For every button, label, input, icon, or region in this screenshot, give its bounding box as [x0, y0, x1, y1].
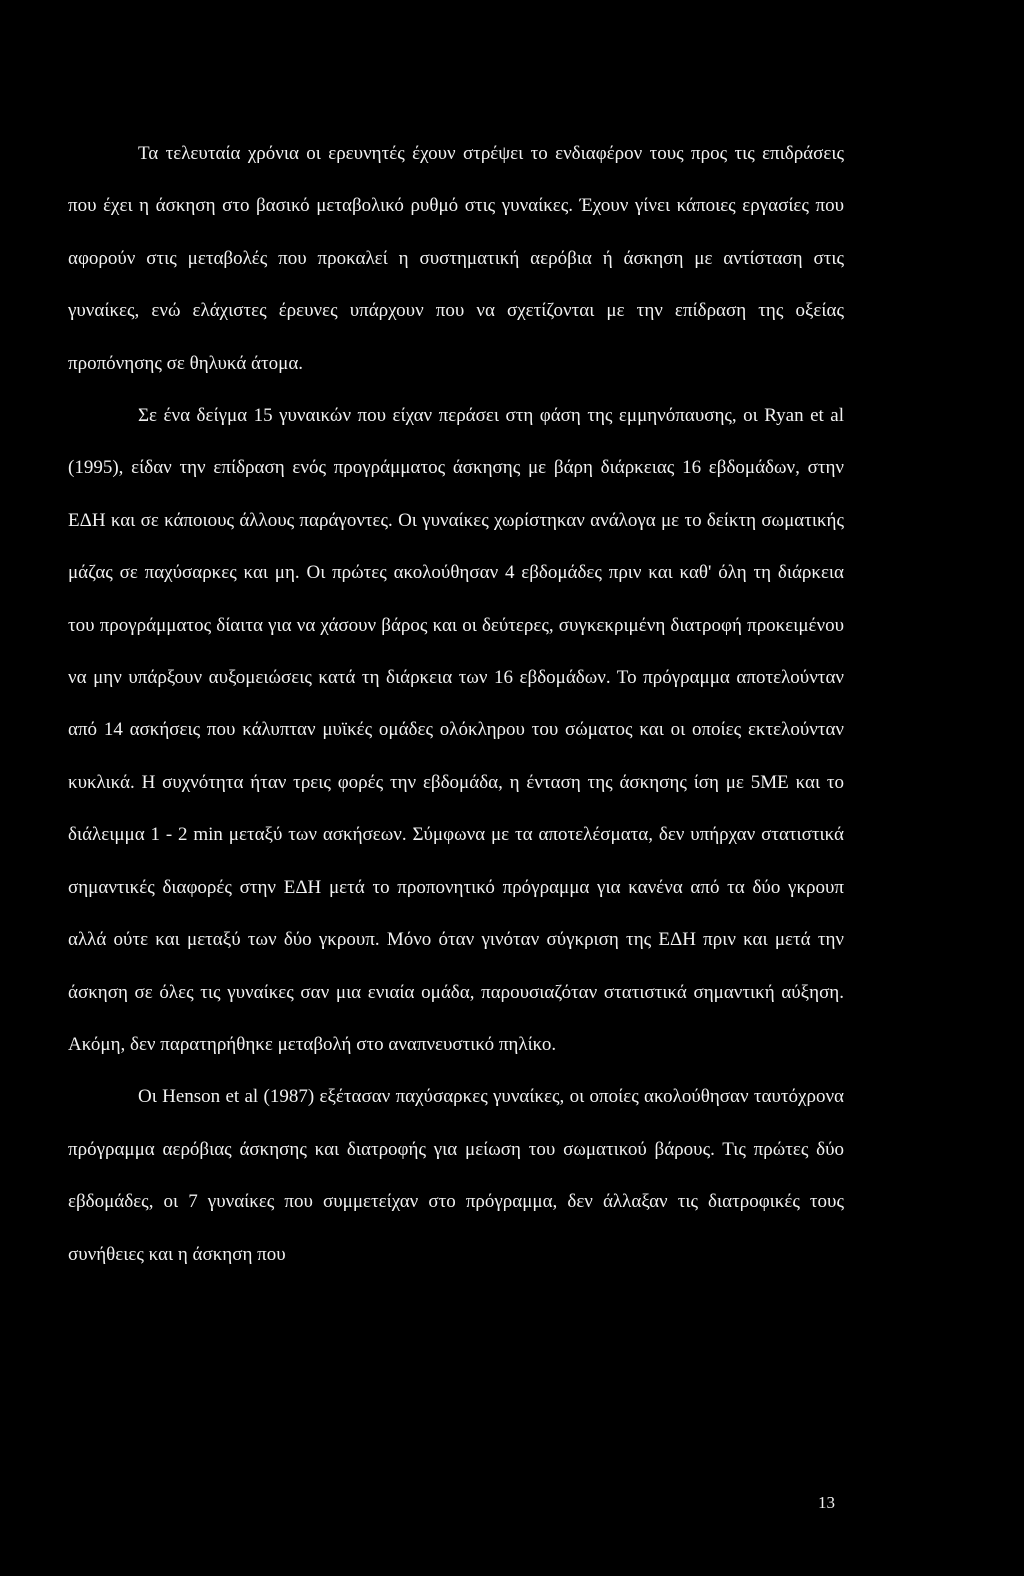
paragraph-2: Σε ένα δείγμα 15 γυναικών που είχαν περάσει στη φάση της εμμηνόπαυσης, οι Ryan et al (1995), είδαν την επίδραση ενός προγράμματος άσκησης με βάρη διάρκειας 16 εβδομάδων, στην ΕΔΗ και σε κάποιους άλλους παράγοντες. Οι γυναίκες χωρίστηκαν ανάλογα με το δείκτη σωματικής μάζας σε παχύσαρκες και μη. Οι πρώτες ακολούθησαν 4 εβδομάδες πριν και καθ' όλη τη διάρκεια του προγράμματος δίαιτα για να χάσουν βάρος και οι δεύτερες, συγκεκριμένη διατροφή προκειμένου να μην υπάρξουν αυξομειώσεις κατά τη διάρκεια των 16 εβδομάδων. Το πρόγραμμα αποτελούνταν από 14 ασκήσεις που κάλυπταν μυϊκές ομάδες ολόκληρου του σώματος και οι οποίες εκτελούνταν κυκλικά. Η συχνότητα ήταν τρεις φορές την εβδομάδα, η ένταση της άσκησης ίση με 5ΜΕ και το διάλειμμα 1 - 2 min μεταξύ των ασκήσεων. Σύμφωνα με τα αποτελέσματα, δεν υπήρχαν στατιστικά σημαντικές διαφορές στην ΕΔΗ μετά το προπονητικό πρόγραμμα για κανένα από τα δύο γκρουπ αλλά ούτε και μεταξύ των δύο γκρουπ. Μόνο όταν γινόταν σύγκριση της ΕΔΗ πριν και μετά την άσκηση σε όλες τις γυναίκες σαν μια ενιαία ομάδα, παρουσιαζόταν στατιστικά σημαντική αύξηση. Ακόμη, δεν παρατηρήθηκε μεταβολή στο αναπνευστικό πηλίκο.	[68, 405, 844, 1055]
page-number: 13	[818, 1493, 835, 1512]
paragraph-3: Οι Henson et al (1987) εξέτασαν παχύσαρκες γυναίκες, οι οποίες ακολούθησαν ταυτόχρονα πρόγραμμα αερόβιας άσκησης και διατροφής για μείωση του σωματικού βάρους. Τις πρώτες δύο εβδομάδες, οι 7 γυναίκες που συμμετείχαν στο πρόγραμμα, δεν άλλαξαν τις διατροφικές τους συνήθειες και η άσκηση που	[68, 1086, 844, 1265]
body-text	[68, 128, 844, 1281]
paragraph-1: Τα τελευταία χρόνια οι ερευνητές έχουν στρέψει το ενδιαφέρον τους προς τις επιδράσεις που έχει η άσκηση στο βασικό μεταβολικό ρυθμό στις γυναίκες. Έχουν γίνει κάποιες εργασίες που αφορούν στις μεταβολές που προκαλεί η συστηματική αερόβια ή άσκηση με αντίσταση στις γυναίκες, ενώ ελάχιστες έρευνες υπάρχουν που να σχετίζονται με την επίδραση της οξείας προπόνησης σε θηλυκά άτομα.	[68, 143, 844, 374]
